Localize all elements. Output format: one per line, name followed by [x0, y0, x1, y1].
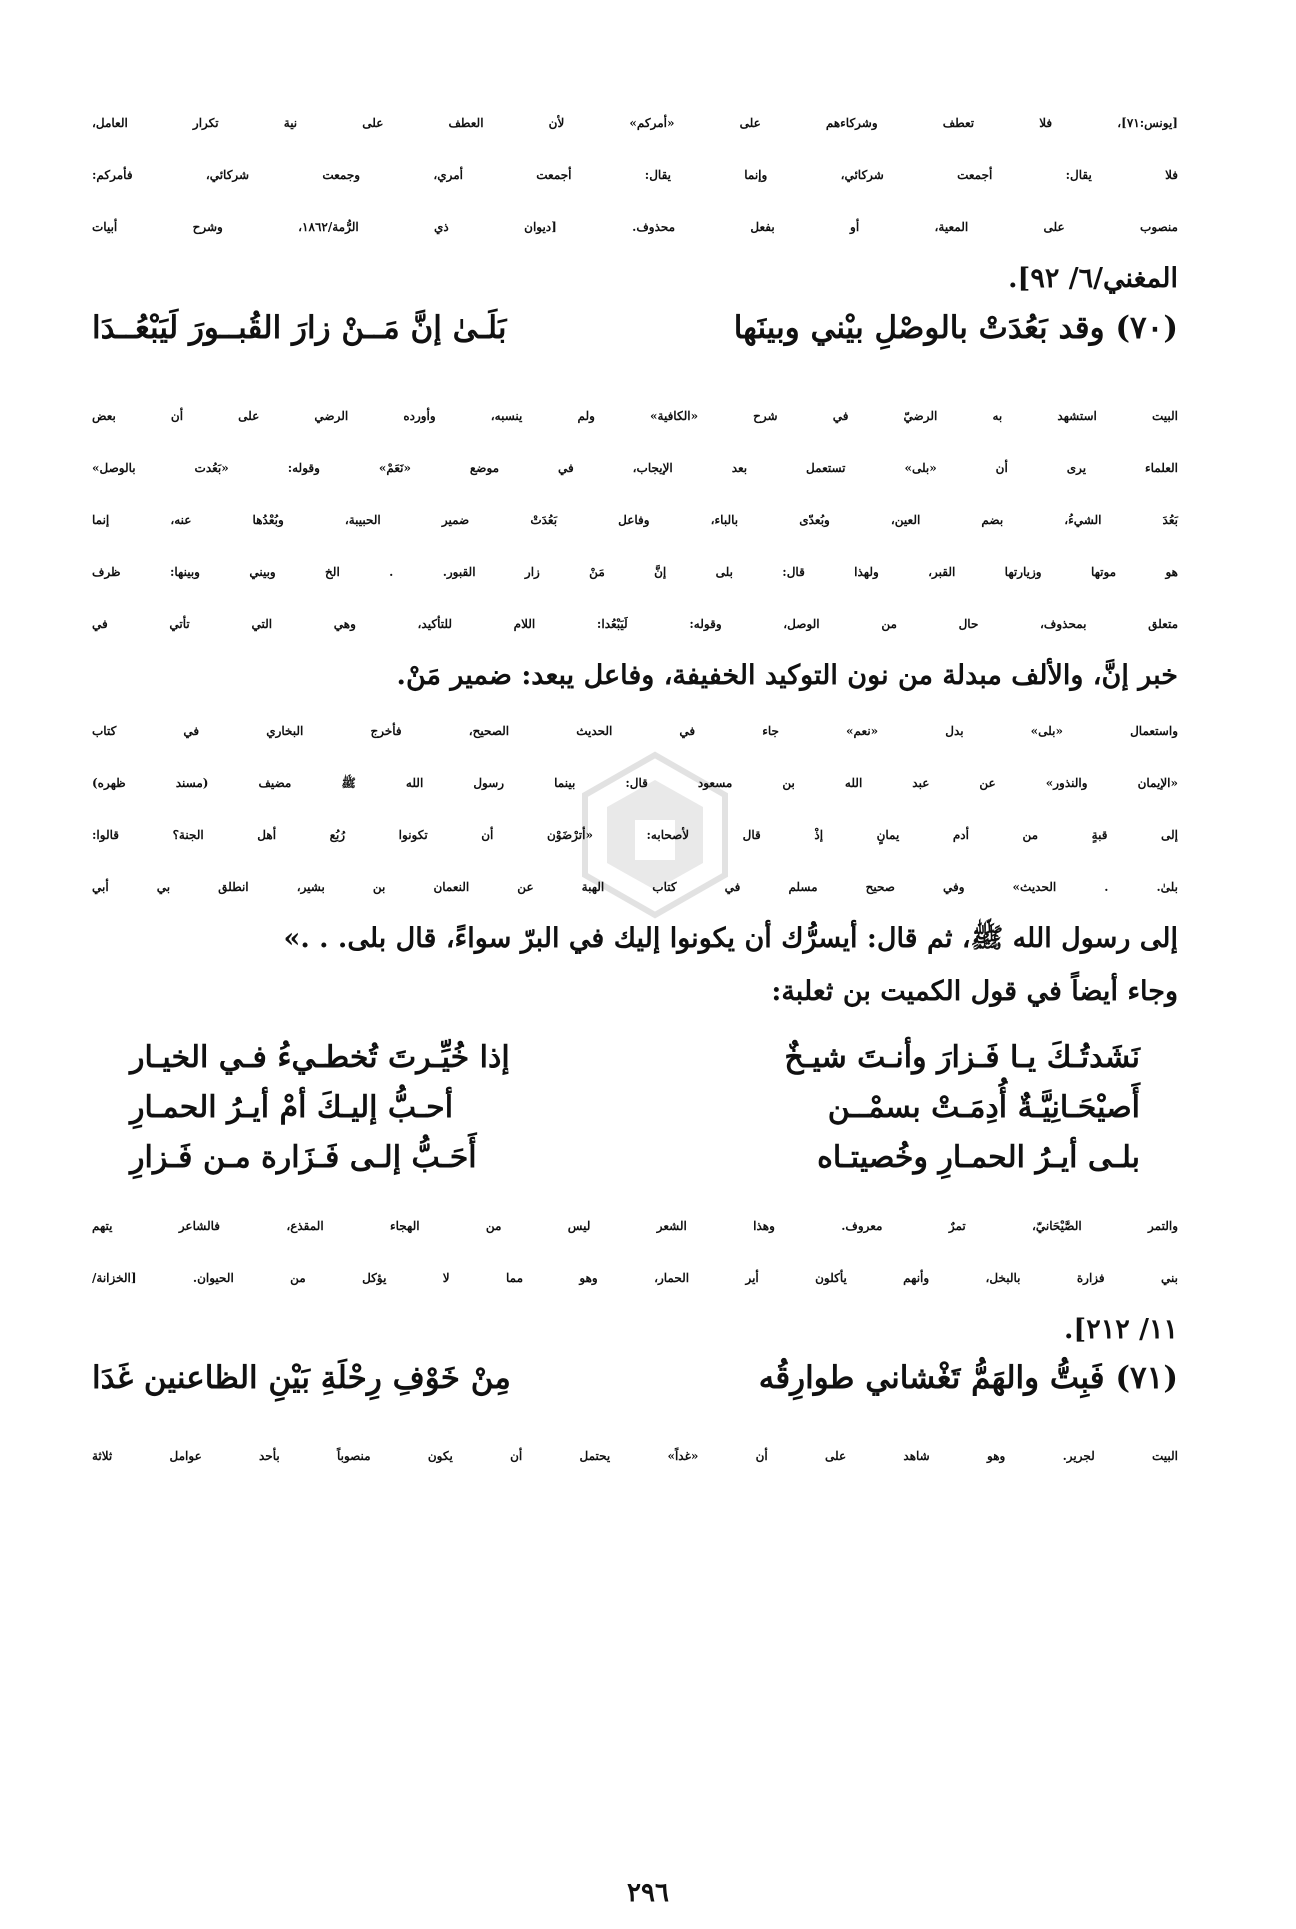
text-line: فلا يقال: أجمعت شركائي، وإنما يقال: أجمعت أمري، وجمعت شركائي، فأمركم: [92, 168, 1178, 182]
paragraph-3 [92, 705, 1178, 965]
verse-71-second-hemistich: مِنْ خَوْفِ رِحْلَةِ بَيْنِ الظاعنين غَدَا [92, 1360, 511, 1396]
paragraph-1 [92, 97, 1178, 305]
verse-number: (٧٠) [1115, 310, 1178, 346]
poem [130, 1040, 1140, 1190]
hemistich-text: وقد بَعُدَتْ بالوصْلِ بيْني وبينَها [733, 310, 1105, 346]
poem-intro [92, 966, 1178, 1018]
verse-70 [92, 310, 1178, 360]
page-number: ٢٩٦ [627, 1878, 669, 1908]
paragraph-4 [92, 1200, 1178, 1356]
first-hemistich: أَصيْحَـانِيَّـةٌ أُدِمَـتْ بسمْــن [827, 1090, 1140, 1125]
second-hemistich: إذا خُيِّـرتَ تُخطـيءُ فـي الخيـار [130, 1040, 510, 1075]
text-line: العلماء يرى أن «بلى» تستعمل بعد الإيجاب، في موضع «نَعَمْ» وقوله: «بَعُدت بالوصل» [92, 461, 1178, 475]
text-line: بَعُدَ الشيءُ، بضم العين، وبُعدّى بالباء، وفاعل بَعُدَتْ ضمير الحبيبة، وبُعْدُها عنه، إنما [92, 513, 1178, 527]
text-line: منصوب على المعية، أو بفعل محذوف. [ديوان ذي الرُّمة/١٨٦٢، وشرح أبيات [92, 220, 1178, 234]
first-hemistich: نَشَدتُـكَ يـا فَـزارَ وأنـتَ شيـخٌ [784, 1040, 1140, 1075]
poem-line [130, 1090, 1140, 1140]
text-line: بني فزارة بالبخل، وأنهم يأكلون أير الحمار، وهو مما لا يؤكل من الحيوان. [الخزانة/ [92, 1271, 1178, 1285]
paragraph-2 [92, 390, 1178, 702]
text-line: إلى قبةٍ من أدم يمانٍ إذْ قال لأصحابه: «أترْضَوْن أن تكونوا رُبُع أهل الجنة؟ قالوا: [92, 828, 1178, 842]
text-line: وجاء أيضاً في قول الكميت بن ثعلبة: [771, 976, 1178, 1007]
text-line: «الإيمان والنذور» عن عبد الله بن مسعود قال: بينما رسول الله ﷺ مضيف (مسند ظهره) [92, 776, 1178, 790]
text-line: متعلق بمحذوف، حال من الوصل، وقوله: لَيَبْعُدا: اللام للتأكيد، وهي التي تأتي في [92, 617, 1178, 631]
poem-line [130, 1140, 1140, 1190]
text-line: [يونس:٧١]، فلا تعطف وشركاءهم على «أمركم» لأن العطف على نية تكرار العامل، [92, 116, 1178, 130]
verse-71-first-hemistich [759, 1360, 1178, 1396]
text-line: والتمر الصَّيْحَانيّ، تمرٌ معروف. وهذا الشعر ليس من الهجاء المقذع، فالشاعر يتهم [92, 1219, 1178, 1233]
hemistich-text: فَبِتُّ والهَمُّ تَغْشاني طوارِقُه [758, 1360, 1105, 1396]
text-line: واستعمال «بلى» بدل «نعم» جاء في الحديث الصحيح، فأخرج البخاري في كتاب [92, 724, 1178, 738]
poem-line [130, 1040, 1140, 1090]
text-line: إلى رسول الله ﷺ، ثم قال: أيسرُّك أن يكونوا إليك في البرّ سواءً، قال بلى. . .» [283, 923, 1178, 954]
verse-number: (٧١) [1115, 1360, 1178, 1396]
first-hemistich: بلـى أيـرُ الحمـارِ وخُصيتـاه [817, 1140, 1140, 1175]
text-line: البيت استشهد به الرضيّ في شرح «الكافية» ولم ينسبه، وأورده الرضي على أن بعض [92, 409, 1178, 423]
verse-71 [92, 1360, 1178, 1410]
paragraph-5 [92, 1430, 1178, 1482]
second-hemistich: أحـبُّ إليـكَ أمْ أيـرُ الحمـارِ [130, 1090, 454, 1125]
text-line: بلىٰ. . الحديث» وفي صحيح مسلم في كتاب الهبة عن النعمان بن بشير، انطلق بي أبي [92, 880, 1178, 894]
text-line: البيت لجرير. وهو شاهد على أن «غداً» يحتمل أن يكون منصوباً بأحد عوامل ثلاثة [92, 1449, 1178, 1463]
text-line: هو موتها وزيارتها القبر، ولهذا قال: بلى إنَّ مَنْ زار القبور. . الخ وبيني وبينها: ظرف [92, 565, 1178, 579]
text-line: ١١/ ٢١٢]. [1064, 1314, 1178, 1345]
text-line: خبر إنَّ، والألف مبدلة من نون التوكيد الخفيفة، وفاعل يبعد: ضمير مَنْ. [396, 660, 1178, 691]
verse-70-second-hemistich: بَلَـىٰ إنَّ مَــنْ زارَ القُبــورَ لَيَبْعُــدَا [92, 310, 507, 346]
second-hemistich: أَحَـبُّ إلـى فَـزَارة مـن فَـزارِ [130, 1140, 477, 1175]
verse-70-first-hemistich [734, 310, 1178, 346]
text-line: المغني/٦/ ٩٢]. [1008, 263, 1178, 294]
